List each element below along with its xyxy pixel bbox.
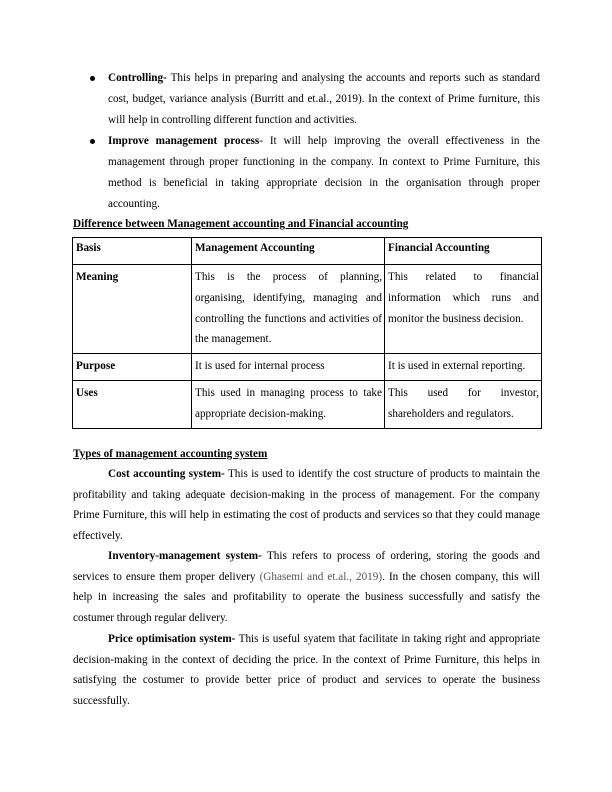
bullet-term: Improve management process [108, 135, 260, 148]
difference-heading: Difference between Management accounting and Financial accounting [73, 218, 409, 230]
table-cell-management: This used in managing process to take appropriate decision-making. [192, 380, 385, 428]
table-row-basis: Uses [73, 380, 192, 428]
paragraph-text: . In the chosen company, this will help in increasing the sales and profitability to operate the business successfully and satisfy the costumer through regular delivery. [73, 570, 540, 625]
table-cell-financial: This used for investor, shareholders and regulators. [385, 380, 542, 428]
citation: (Ghasemi and et.al., 2019) [259, 570, 383, 583]
bullet-list [108, 68, 540, 216]
bullet-text: This helps in preparing and analysing the accounts and reports such as standard cost, budget, variance analysis (Burritt and et.al., 2019). In the context of Prime furniture, this will help in controlling different function and activities. [108, 72, 540, 126]
table-cell-financial: This related to financial information which runs and monitor the business decision. [385, 265, 542, 354]
table-row [73, 354, 542, 381]
bullet-item-improve-management [108, 131, 540, 214]
paragraph-term: Cost accounting system- [108, 468, 225, 480]
bullet-icon [90, 139, 95, 144]
paragraph-term: Inventory-management system- [108, 550, 262, 562]
table-header-cell: Management Accounting [192, 238, 385, 265]
table-header-row [73, 238, 542, 265]
paragraph-inventory-management [73, 546, 540, 629]
difference-table [72, 237, 542, 429]
table-row [73, 380, 542, 428]
paragraph-term: Price optimisation system- [108, 633, 236, 645]
bullet-icon [90, 76, 95, 81]
table-cell-management: It is used for internal process [192, 354, 385, 381]
paragraph-price-optimisation [73, 629, 540, 712]
types-heading: Types of management accounting system [73, 448, 268, 460]
table-row [73, 265, 542, 354]
paragraph-text: This is used to identify the cost structure of products to maintain the profitability and taking adequate decision-making in the process of management. For the company Prime Furniture, this will help in estimating the cost of products and services so that they could manage effectively. [73, 468, 540, 543]
table-cell-financial: It is used in external reporting. [385, 354, 542, 381]
paragraph-cost-accounting [73, 464, 540, 547]
table-cell-management: This is the process of planning, organising, identifying, managing and controlling the functions and activities of the management. [192, 265, 385, 354]
bullet-item-controlling [108, 68, 540, 130]
bullet-term: Controlling- [108, 72, 167, 84]
table-row-basis: Meaning [73, 265, 192, 354]
paragraph-text: This refers to process of ordering, storing the goods and services to ensure them proper delivery [73, 550, 540, 583]
table-row-basis: Purpose [73, 354, 192, 381]
paragraph-text: This is useful syatem that facilitate in taking right and appropriate decision-making in the context of deciding the price. In the context of Prime Furniture, this helps in satisfying the costumer to provide better price of product and services to operate the business successfully. [73, 633, 540, 708]
table-header-cell: Basis [73, 238, 192, 265]
table-header-cell: Financial Accounting [385, 238, 542, 265]
bullet-text: - It will help improving the overall effectiveness in the management through proper functioning in the company. In context to Prime Furniture, this method is beneficial in taking appropriate decision in the organisation through proper accounting. [108, 135, 540, 210]
